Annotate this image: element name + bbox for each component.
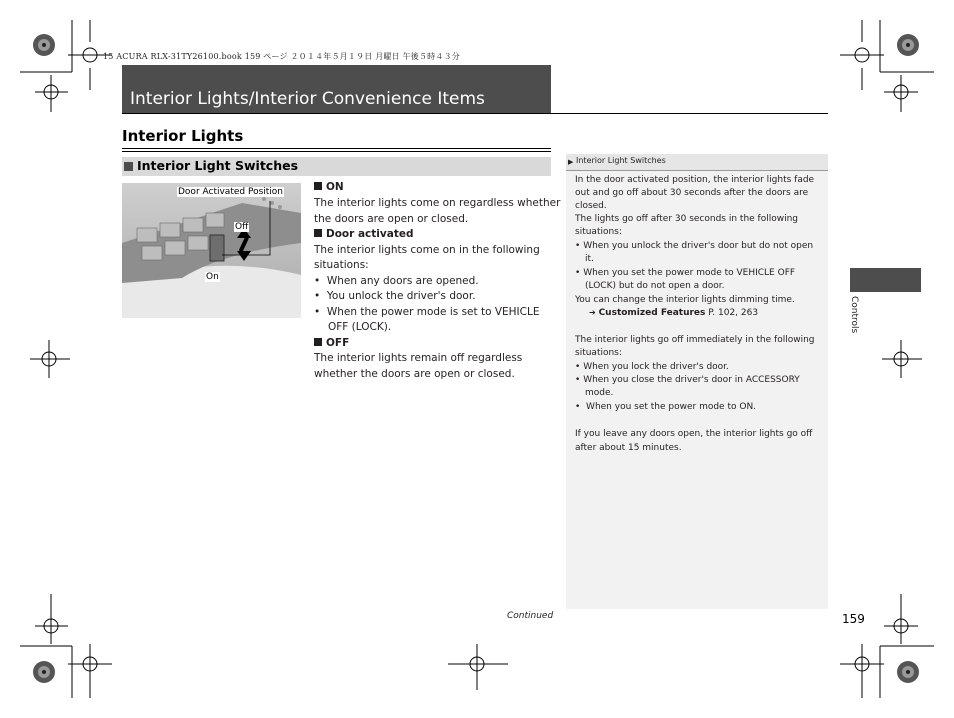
side-bullet-cont: mode. bbox=[585, 388, 614, 398]
on-heading: ON bbox=[314, 181, 344, 193]
side-line: closed. bbox=[575, 201, 607, 211]
section-title: Interior Lights bbox=[122, 127, 244, 145]
door-bullet-2: • You unlock the driver's door. bbox=[314, 290, 476, 302]
arrow-icon: ▶ bbox=[568, 158, 574, 166]
door-text-line1: The interior lights come on in the following bbox=[314, 244, 540, 256]
door-text-line2: situations: bbox=[314, 259, 369, 271]
side-note-title: Interior Light Switches bbox=[576, 156, 666, 165]
side-line: situations: bbox=[575, 227, 622, 237]
side-bullet: • When you unlock the driver's door but do not open bbox=[575, 241, 814, 251]
photo-label-position: Door Activated Position bbox=[178, 187, 284, 197]
subsection-title: Interior Light Switches bbox=[137, 158, 299, 173]
side-bullet-cont: (LOCK) but do not open a door. bbox=[585, 281, 725, 291]
door-heading: Door activated bbox=[314, 228, 414, 240]
on-text-line1: The interior lights come on regardless whether bbox=[314, 197, 561, 209]
page-title-bar bbox=[122, 65, 551, 113]
side-para2: situations: bbox=[575, 348, 622, 358]
off-text-line2: whether the doors are open or closed. bbox=[314, 368, 515, 380]
side-para2: The interior lights go off immediately in the following bbox=[575, 335, 815, 345]
off-text-line1: The interior lights remain off regardless bbox=[314, 352, 523, 364]
section-divider-bottom bbox=[122, 151, 551, 152]
square-bullet-icon bbox=[314, 229, 322, 237]
side-bullet: • When you close the driver's door in ACCESSORY bbox=[575, 375, 800, 385]
continued-label: Continued bbox=[507, 611, 554, 621]
subsection-square-icon bbox=[124, 162, 133, 171]
page-number: 159 bbox=[842, 612, 865, 626]
chapter-tab-label: Controls bbox=[849, 296, 859, 334]
door-bullet-1: • When any doors are opened. bbox=[314, 275, 479, 287]
section-divider-top bbox=[122, 148, 551, 149]
side-line: The lights go off after 30 seconds in the following bbox=[575, 214, 799, 224]
side-change-text: You can change the interior lights dimming time. bbox=[575, 295, 795, 305]
side-para3: after about 15 minutes. bbox=[575, 443, 682, 453]
photo-label-on: On bbox=[206, 272, 219, 282]
off-heading: OFF bbox=[314, 337, 349, 349]
title-divider bbox=[122, 113, 828, 114]
side-para3: If you leave any doors open, the interior lights go off bbox=[575, 429, 813, 439]
side-note-header bbox=[566, 154, 828, 171]
on-text-line2: the doors are open or closed. bbox=[314, 213, 469, 225]
side-line: out and go off about 30 seconds after the doors are bbox=[575, 188, 809, 198]
page-title: Interior Lights/Interior Convenience Items bbox=[130, 89, 485, 109]
chapter-tab[interactable] bbox=[850, 268, 921, 292]
side-line: In the door activated position, the interior lights fade bbox=[575, 175, 815, 185]
side-bullet: • When you set the power mode to VEHICLE OFF bbox=[575, 268, 796, 278]
square-bullet-icon bbox=[314, 338, 322, 346]
console-illustration bbox=[122, 183, 301, 318]
link-arrow-icon: ➔ bbox=[589, 308, 596, 317]
side-bullet: • When you lock the driver's door. bbox=[575, 362, 729, 372]
door-bullet-3-cont: OFF (LOCK). bbox=[328, 321, 392, 333]
print-header: 15 ACURA RLX-31TY26100.book 159 ページ ２０１４年５月１９日 月曜日 午後５時４３分 bbox=[103, 52, 460, 61]
photo-label-off: Off bbox=[235, 222, 249, 232]
customized-features-link[interactable]: ➔ Customized Features P. 102, 263 bbox=[589, 308, 759, 318]
square-bullet-icon bbox=[314, 182, 322, 190]
side-bullet-cont: it. bbox=[585, 254, 594, 264]
side-bullet: • When you set the power mode to ON. bbox=[575, 402, 757, 412]
interior-light-switch-photo bbox=[122, 183, 301, 318]
subsection-bar bbox=[122, 157, 551, 176]
door-bullet-3: • When the power mode is set to VEHICLE bbox=[314, 306, 540, 318]
